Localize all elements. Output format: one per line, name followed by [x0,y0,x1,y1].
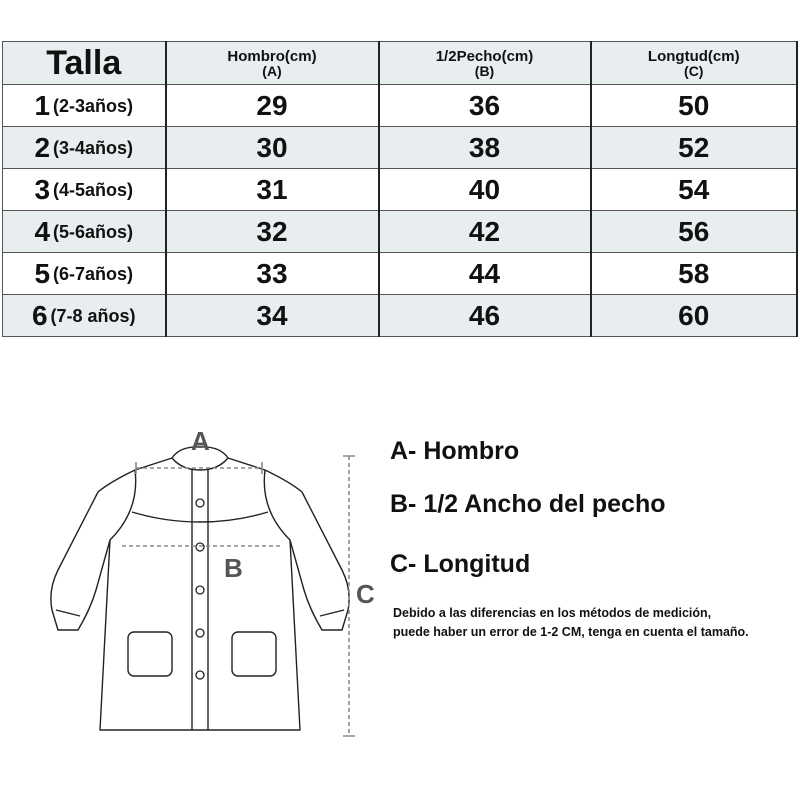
header-shoulder-letter: (A) [262,62,282,79]
garment-left-pocket [128,632,172,676]
garment-placket [192,470,208,730]
table-row [3,211,798,253]
size-cell [3,85,166,127]
table-header-row [3,42,798,85]
length-value: 58 [591,253,798,295]
half-chest-value: 38 [379,127,591,169]
legend-length: C- Longitud [390,550,531,578]
shoulder-value: 29 [166,85,379,127]
length-value: 52 [591,127,798,169]
legend-half-chest: B- 1/2 Ancho del pecho [390,490,666,518]
size-cell [3,127,166,169]
diagram-label-c: C [356,579,375,609]
half-chest-value: 40 [379,169,591,211]
size-cell [3,253,166,295]
size-age-range: (5-6años) [53,221,134,242]
header-size: Talla [3,42,166,85]
size-number: 1 [34,89,51,121]
shoulder-value: 33 [166,253,379,295]
shoulder-value: 30 [166,127,379,169]
header-length-letter: (C) [684,62,704,79]
header-shoulder [166,42,379,85]
size-number: 4 [34,215,51,247]
table-row [3,295,798,337]
table-row [3,127,798,169]
size-age-range: (4-5años) [53,179,134,200]
measurement-note-line-1: Debido a las diferencias en los métodos de medición, [393,606,712,620]
table-row [3,169,798,211]
size-cell [3,295,166,337]
shoulder-value: 34 [166,295,379,337]
button-icon [196,586,204,594]
size-age-range: (2-3años) [53,95,134,116]
garment-yoke [132,512,268,522]
half-chest-value: 42 [379,211,591,253]
measurement-note-line-2: puede haber un error de 1-2 CM, tenga en cuenta el tamaño. [393,625,749,639]
size-number: 3 [34,173,51,205]
table-row [3,85,798,127]
legend-shoulder: A- Hombro [390,437,520,465]
table-row [3,253,798,295]
size-cell [3,169,166,211]
header-half-chest-title: 1/2Pecho(cm) [435,47,534,65]
header-shoulder-title: Hombro(cm) [227,47,317,65]
button-icon [196,671,204,679]
half-chest-value: 44 [379,253,591,295]
garment-left-cuff [56,610,80,616]
size-number: 5 [34,257,51,289]
header-length [591,42,798,85]
size-chart-table [2,41,798,337]
size-cell [3,211,166,253]
shoulder-value: 31 [166,169,379,211]
header-length-title: Longtud(cm) [647,47,740,65]
size-number: 2 [34,131,51,163]
size-number: 6 [31,299,48,331]
size-age-range: (6-7años) [53,263,134,284]
diagram-label-a: A [191,426,210,456]
garment-right-cuff [320,610,344,616]
diagram-label-b: B [224,553,243,583]
garment-right-pocket [232,632,276,676]
shoulder-value: 32 [166,211,379,253]
half-chest-value: 36 [379,85,591,127]
smock-diagram [0,420,380,750]
length-value: 56 [591,211,798,253]
length-value: 60 [591,295,798,337]
button-icon [196,629,204,637]
size-age-range: (7-8 años) [50,305,136,326]
length-value: 54 [591,169,798,211]
header-half-chest-letter: (B) [474,62,495,79]
size-age-range: (3-4años) [53,137,134,158]
half-chest-value: 46 [379,295,591,337]
button-icon [196,499,204,507]
button-icon [196,543,204,551]
header-half-chest [379,42,591,85]
length-value: 50 [591,85,798,127]
